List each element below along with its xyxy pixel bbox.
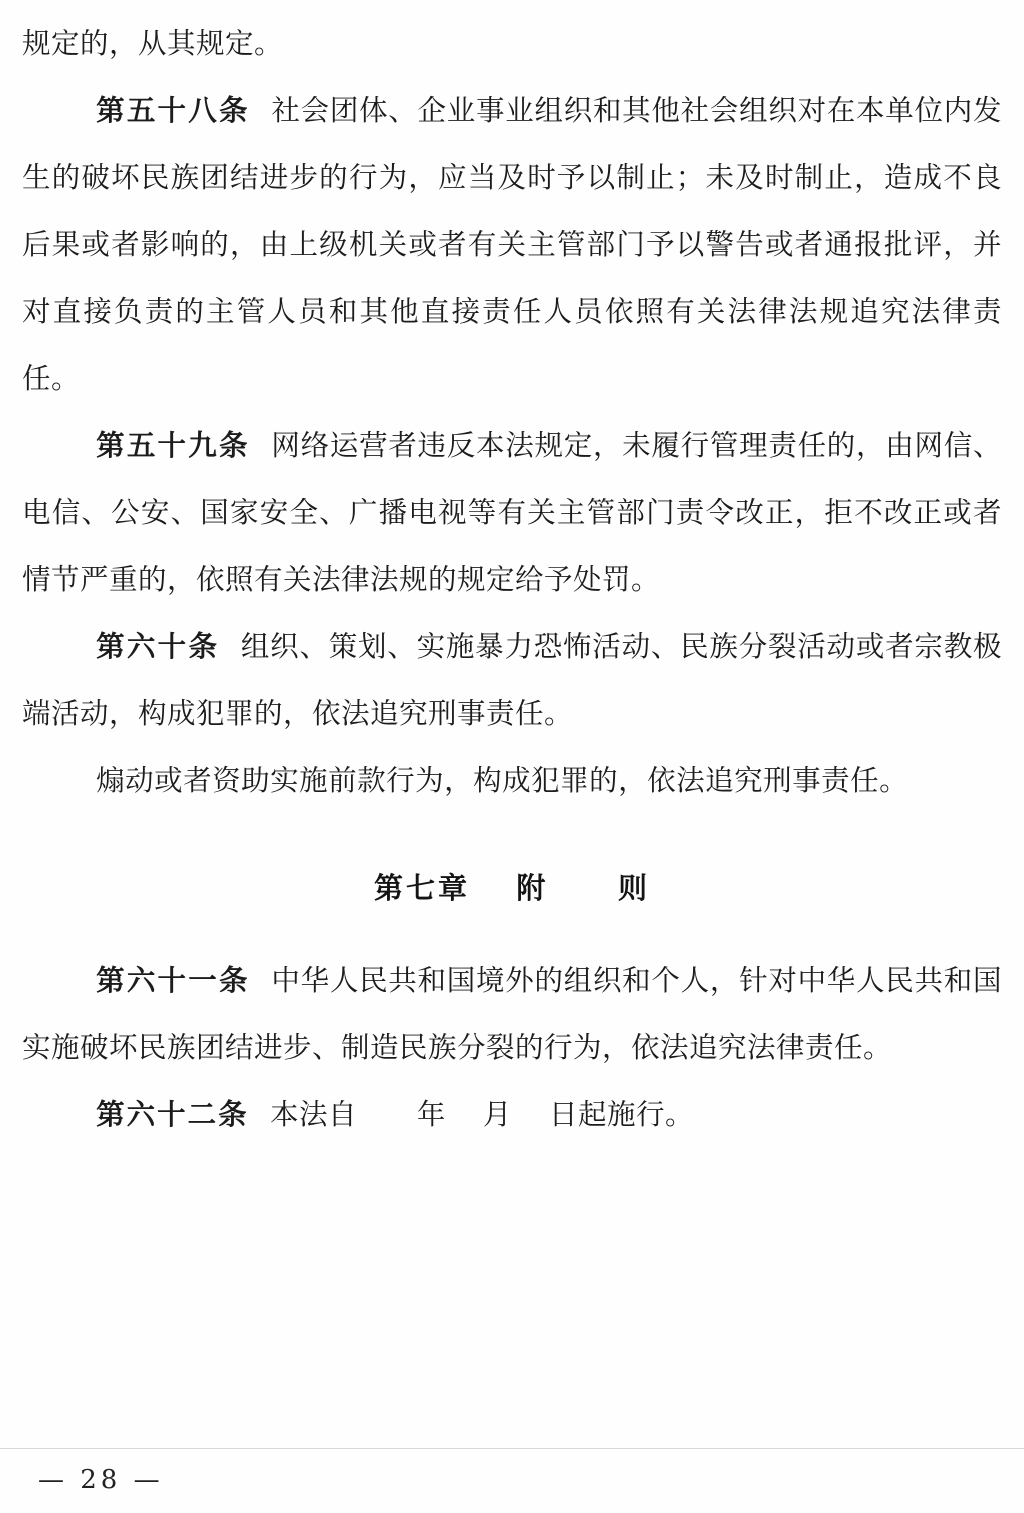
article-60-paragraph-2 <box>22 747 1002 814</box>
article-58-text: 社会团体、企业事业组织和其他社会组织对在本单位内发生的破坏民族团结进步的行为，应当及时予以制止；未及时制止，造成不良后果或者影响的，由上级机关或者有关主管部门予以警告或者通报批评，并对直接负责的主管人员和其他直接责任人员依照有关法律法规追究法律责任。 <box>22 94 1002 395</box>
article-58-label: 第五十八条 <box>96 93 250 127</box>
article-62-text-part-1: 本法自 <box>269 1098 357 1131</box>
article-60-label: 第六十条 <box>96 629 220 663</box>
article-61 <box>22 947 1002 1081</box>
article-62-label: 第六十二条 <box>96 1097 249 1131</box>
article-59-text: 网络运营者违反本法规定，未履行管理责任的，由网信、电信、公安、国家安全、广播电视等有关主管部门责令改正，拒不改正或者情节严重的，依照有关法律法规的规定给予处罚。 <box>22 429 1002 596</box>
chapter-title-char-2: 则 <box>618 871 651 905</box>
article-60-paragraph-2-text: 煽动或者资助实施前款行为，构成犯罪的，依法追究刑事责任。 <box>96 764 909 797</box>
chapter-number: 第七章 <box>373 871 470 905</box>
article-62 <box>22 1081 1002 1148</box>
article-58 <box>22 77 1002 412</box>
article-62-text-part-3: 月 <box>482 1098 512 1131</box>
article-62-text-part-2: 年 <box>416 1098 446 1131</box>
article-60 <box>22 613 1002 747</box>
article-59 <box>22 412 1002 613</box>
footer-divider <box>0 1448 1024 1449</box>
article-60-text: 组织、策划、实施暴力恐怖活动、民族分裂活动或者宗教极端活动，构成犯罪的，依法追究刑事责任。 <box>22 630 1002 730</box>
page-footer <box>0 1465 1024 1495</box>
chapter-heading <box>22 866 1002 907</box>
paragraph-text: 规定的，从其规定。 <box>22 27 284 60</box>
article-62-text-part-4: 日起施行。 <box>548 1098 694 1131</box>
page-number: — 28 — <box>38 1465 164 1495</box>
article-61-text: 中华人民共和国境外的组织和个人，针对中华人民共和国实施破坏民族团结进步、制造民族分裂的行为，依法追究法律责任。 <box>22 964 1002 1064</box>
article-61-label: 第六十一条 <box>96 963 250 997</box>
article-59-label: 第五十九条 <box>96 428 250 462</box>
paragraph-continuation <box>22 10 1002 77</box>
chapter-title-char-1: 附 <box>516 871 549 905</box>
